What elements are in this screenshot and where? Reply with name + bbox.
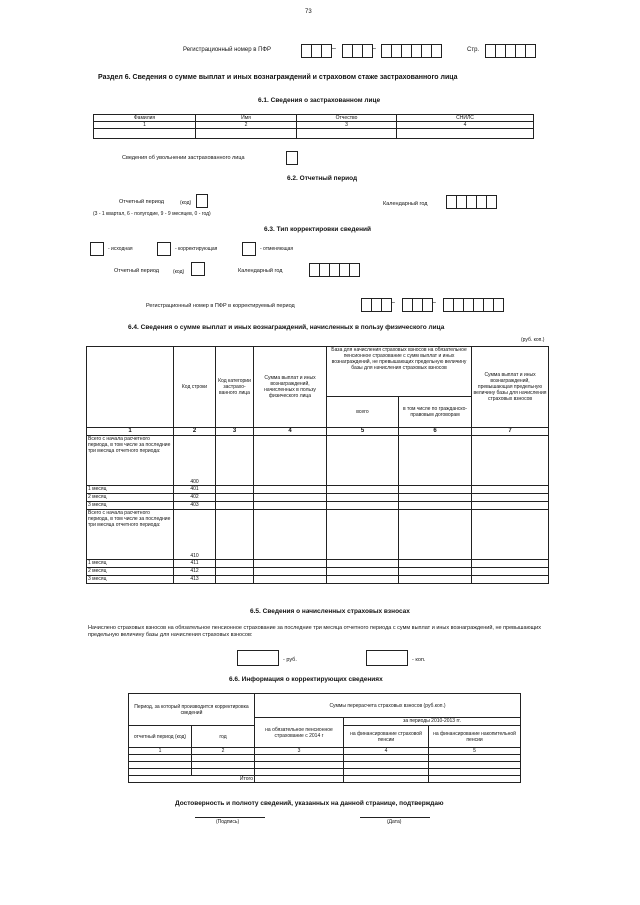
cell[interactable] <box>399 436 472 486</box>
date-line[interactable] <box>360 817 430 818</box>
page-number: 73 <box>305 9 312 15</box>
cell[interactable] <box>254 494 327 502</box>
header-oblig-2014: на обязательное пенсионное страхование с 2014 г <box>255 718 344 748</box>
cell[interactable] <box>255 755 344 762</box>
row-code: 402 <box>174 494 216 502</box>
corr-reg-label: Регистрационный номер в ПФР в корректируемый период <box>146 303 295 309</box>
row-label: Всего с начала расчетного периода, в том числе за последние три месяца отчетного периода: <box>87 436 174 486</box>
cell[interactable] <box>255 762 344 769</box>
s62-title: 6.2. Отчетный период <box>287 175 358 182</box>
cell[interactable] <box>254 502 327 510</box>
column-number: 3 <box>216 428 254 436</box>
column-number: 2 <box>174 428 216 436</box>
header-patronymic: Отчество <box>297 115 397 122</box>
table-row <box>129 769 521 776</box>
cell[interactable] <box>472 436 549 486</box>
header-exceeding: Сумма выплат и иных вознаграждений, превышающая предельную величину базы для начисления страховых взносов <box>472 347 549 428</box>
header-base-total: всего <box>327 397 399 428</box>
header-blank <box>87 347 174 428</box>
s65-text: Начислено страховых взносов на обязательное пенсионное страхование за последние три месяца отчетного периода с сумм выплат и иных вознаграждений, не превышающих предельную величину базы для начисления страховых взносов: <box>88 625 541 638</box>
corr-period-label: Отчетный период <box>114 268 159 274</box>
table-row <box>87 494 549 502</box>
cell[interactable] <box>129 755 192 762</box>
dismissal-checkbox[interactable] <box>286 151 298 165</box>
column-number: 3 <box>255 748 344 755</box>
footer-statement: Достоверность и полноту сведений, указанных на данной странице, подтверждаю <box>175 800 444 807</box>
cell[interactable] <box>399 576 472 584</box>
dash: – <box>391 299 395 306</box>
column-number: 3 <box>297 122 397 129</box>
dash: – <box>432 299 436 306</box>
rub-label: - руб. <box>283 657 297 663</box>
cell[interactable] <box>254 486 327 494</box>
cell[interactable] <box>472 568 549 576</box>
dismissal-label: Сведения об увольнении застрахованного лица <box>122 155 245 161</box>
unit-label: (руб. коп.) <box>521 337 545 343</box>
table-row <box>87 502 549 510</box>
insured-person-table <box>93 114 534 139</box>
cell[interactable] <box>344 776 429 783</box>
cell[interactable] <box>254 560 327 568</box>
column-number: 1 <box>129 748 192 755</box>
cell[interactable] <box>129 769 192 776</box>
cell[interactable] <box>216 436 254 486</box>
column-number: 4 <box>254 428 327 436</box>
corrective-type-label: - корректирующая <box>175 246 218 252</box>
year-label: Календарный год <box>383 201 428 207</box>
cell[interactable] <box>327 568 399 576</box>
corr-year-label: Календарный год <box>238 268 283 274</box>
header-base-civil: в том числе по гражданско-правовым договорам <box>399 397 472 428</box>
dash: – <box>372 45 376 52</box>
reg-number-part3-field[interactable] <box>382 44 442 58</box>
column-number: 4 <box>397 122 534 129</box>
corrective-type-checkbox[interactable] <box>157 242 171 256</box>
table-row <box>87 486 549 494</box>
cell[interactable] <box>429 762 521 769</box>
column-number: 2 <box>196 122 297 129</box>
corr-code-label: (код) <box>173 269 185 275</box>
cell[interactable] <box>472 510 549 560</box>
date-caption: (Дата) <box>387 819 402 825</box>
column-number: 4 <box>344 748 429 755</box>
cell[interactable] <box>399 494 472 502</box>
table-row <box>129 762 521 769</box>
row-label: 1 месяц <box>87 486 174 494</box>
corr-reg-part2-field[interactable] <box>403 298 433 312</box>
header-period-code: отчетный период (код) <box>129 726 192 748</box>
snils-field[interactable] <box>397 129 534 139</box>
cell[interactable] <box>216 510 254 560</box>
row-code: 403 <box>174 502 216 510</box>
header-surname: Фамилия <box>94 115 196 122</box>
column-number: 5 <box>429 748 521 755</box>
patronymic-field[interactable] <box>297 129 397 139</box>
corr-period-code-field[interactable] <box>191 262 205 276</box>
signature-caption: (Подпись) <box>216 819 240 825</box>
cell[interactable] <box>429 769 521 776</box>
cell[interactable] <box>254 510 327 560</box>
row-label: 1 месяц <box>87 560 174 568</box>
cell[interactable] <box>327 510 399 560</box>
table-row <box>87 576 549 584</box>
cell[interactable] <box>472 486 549 494</box>
row-code: 413 <box>174 576 216 584</box>
total-label: Итого <box>129 776 255 783</box>
cell[interactable] <box>216 486 254 494</box>
cell[interactable] <box>327 502 399 510</box>
header-insurance-pension: на финансирование страховой пенсии <box>344 726 429 748</box>
corrections-table <box>128 693 521 783</box>
cell[interactable] <box>216 560 254 568</box>
row-label: Всего с начала расчетного периода, в том числе за последние три месяца отчетного периода: <box>87 510 174 560</box>
header-row-code: Код строки <box>174 347 216 428</box>
column-number: 7 <box>472 428 549 436</box>
cell[interactable] <box>429 755 521 762</box>
table-row <box>87 510 549 560</box>
initial-type-label: - исходная <box>108 246 133 252</box>
column-number: 6 <box>399 428 472 436</box>
row-code: 411 <box>174 560 216 568</box>
header-recalc-sums: Суммы перерасчета страховых взносов (руб.коп.) <box>255 694 521 718</box>
header-year: год <box>192 726 255 748</box>
cell[interactable] <box>216 502 254 510</box>
cell[interactable] <box>399 502 472 510</box>
page-field[interactable] <box>486 44 536 58</box>
cell[interactable] <box>192 762 255 769</box>
corr-reg-part1-field[interactable] <box>362 298 392 312</box>
header-funded-pension: на финансирование накопительной пенсии <box>429 726 521 748</box>
table-row <box>87 568 549 576</box>
row-label: 2 месяц <box>87 568 174 576</box>
cell[interactable] <box>327 560 399 568</box>
row-code: 412 <box>174 568 216 576</box>
row-code: 410 <box>174 510 216 560</box>
cell[interactable] <box>129 762 192 769</box>
dash: – <box>332 45 336 52</box>
year-field[interactable] <box>447 195 497 209</box>
reg-number-label: Регистрационный номер в ПФР <box>183 47 271 53</box>
cell[interactable] <box>472 502 549 510</box>
corr-year-field[interactable] <box>310 263 360 277</box>
cell[interactable] <box>399 560 472 568</box>
column-number: 2 <box>192 748 255 755</box>
cell[interactable] <box>344 755 429 762</box>
header-correction-period: Период, за который производится корректировка сведений <box>129 694 255 726</box>
row-label: 3 месяц <box>87 502 174 510</box>
s65-title: 6.5. Сведения о начисленных страховых взносах <box>250 608 410 615</box>
cell[interactable] <box>327 494 399 502</box>
total-row <box>129 776 521 783</box>
kop-label: - коп. <box>412 657 426 663</box>
name-field[interactable] <box>196 129 297 139</box>
table-row <box>87 560 549 568</box>
period-code-label: (код) <box>180 200 192 206</box>
table-row <box>129 755 521 762</box>
cell[interactable] <box>216 576 254 584</box>
cell[interactable] <box>327 576 399 584</box>
contributions-rub-field[interactable] <box>237 650 279 666</box>
cancelling-type-checkbox[interactable] <box>242 242 256 256</box>
reg-number-part1-field[interactable] <box>302 44 332 58</box>
corr-reg-part3-field[interactable] <box>444 298 504 312</box>
header-periods-2010-2013: за периоды 2010-2013 гг. <box>344 718 521 726</box>
cell[interactable] <box>472 576 549 584</box>
cell[interactable] <box>399 568 472 576</box>
column-number: 1 <box>87 428 174 436</box>
period-label: Отчетный период <box>119 199 164 205</box>
cell[interactable] <box>216 494 254 502</box>
initial-type-checkbox[interactable] <box>90 242 104 256</box>
cell[interactable] <box>429 776 521 783</box>
s66-title: 6.6. Информация о корректирующих сведениях <box>229 676 383 683</box>
section-title: Раздел 6. Сведения о сумме выплат и иных вознаграждений и страховом стаже застрахованного лица <box>98 74 458 81</box>
s61-title: 6.1. Сведения о застрахованном лице <box>258 97 381 104</box>
header-snils: СНИЛС <box>397 115 534 122</box>
cancelling-type-label: - отменяющая <box>260 246 294 252</box>
header-name: Имя <box>196 115 297 122</box>
cell[interactable] <box>254 576 327 584</box>
cell[interactable] <box>255 776 344 783</box>
contributions-kop-field[interactable] <box>366 650 408 666</box>
header-category: Код категории застрахо-ванного лица <box>216 347 254 428</box>
cell[interactable] <box>472 560 549 568</box>
row-label: 3 месяц <box>87 576 174 584</box>
row-code: 400 <box>174 436 216 486</box>
s63-title: 6.3. Тип корректировки сведений <box>264 226 372 233</box>
cell[interactable] <box>192 755 255 762</box>
cell[interactable] <box>327 436 399 486</box>
header-payments-sum: Сумма выплат и иных вознаграждений, начисленных в пользу физического лица <box>254 347 327 428</box>
reg-number-part2-field[interactable] <box>343 44 373 58</box>
cell[interactable] <box>399 486 472 494</box>
period-code-field[interactable] <box>196 194 208 208</box>
page-label: Стр. <box>467 47 480 53</box>
column-number: 1 <box>94 122 196 129</box>
cell[interactable] <box>254 436 327 486</box>
header-base: База для начисления страховых взносов на обязательное пенсионное страхование с сумм выплат и иных вознаграждений, не превышающих предельную величину базы для начисления страховых взносов <box>327 347 472 397</box>
period-hint: (3 - 1 квартал, 6 - полугодие, 9 - 9 месяцев, 0 - год) <box>93 211 211 217</box>
cell[interactable] <box>216 568 254 576</box>
column-number: 5 <box>327 428 399 436</box>
cell[interactable] <box>344 769 429 776</box>
row-code: 401 <box>174 486 216 494</box>
cell[interactable] <box>344 762 429 769</box>
cell[interactable] <box>399 510 472 560</box>
table-row <box>87 436 549 486</box>
surname-field[interactable] <box>94 129 196 139</box>
payments-table <box>86 346 549 584</box>
s64-title: 6.4. Сведения о сумме выплат и иных вознаграждений, начисленных в пользу физического лица <box>128 324 445 331</box>
cell[interactable] <box>255 769 344 776</box>
cell[interactable] <box>192 769 255 776</box>
signature-line[interactable] <box>195 817 265 818</box>
cell[interactable] <box>254 568 327 576</box>
cell[interactable] <box>327 486 399 494</box>
row-label: 2 месяц <box>87 494 174 502</box>
cell[interactable] <box>472 494 549 502</box>
